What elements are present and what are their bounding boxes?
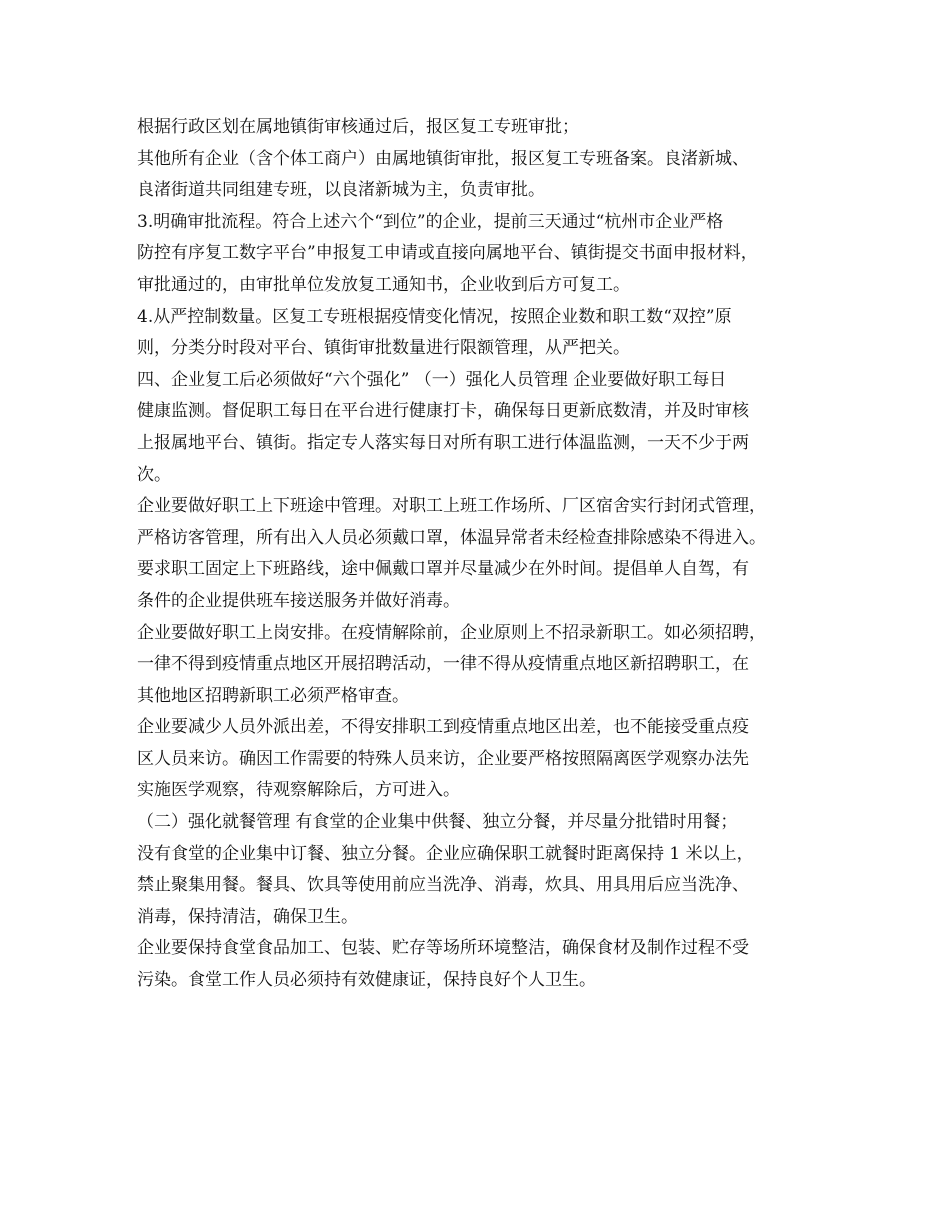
text-line: 企业要做好职工上下班途中管理。对职工上班工作场所、厂区宿舍实行封闭式管理，	[137, 496, 766, 517]
text-line: 3.明确审批流程。符合上述六个“到位”的企业，提前三天通过“杭州市企业严格	[137, 211, 724, 232]
text-line: 则，分类分时段对平台、镇街审批数量进行限额管理，从严把关。	[137, 338, 630, 359]
text-line: 区人员来访。确因工作需要的特殊人员来访，企业要严格按照隔离医学观察办法先	[137, 748, 749, 769]
text-line: 条件的企业提供班车接送服务并做好消毒。	[137, 590, 460, 611]
text-line: 企业要保持食堂食品加工、包装、贮存等场所环境整洁，确保食材及制作过程不受	[137, 938, 749, 959]
text-line: 良渚街道共同组建专班，以良渚新城为主，负责审批。	[137, 180, 545, 201]
text-line: 禁止聚集用餐。餐具、饮具等使用前应当洗净、消毒，炊具、用具用后应当洗净、	[137, 875, 749, 896]
text-line: 健康监测。督促职工每日在平台进行健康打卡，确保每日更新底数清，并及时审核	[137, 401, 749, 422]
text-line: （二）强化就餐管理 有食堂的企业集中供餐、独立分餐，并尽量分批错时用餐；	[137, 812, 738, 833]
text-line: 其他所有企业（含个体工商户）由属地镇街审批，报区复工专班备案。良渚新城、	[137, 148, 749, 169]
text-line: 防控有序复工数字平台”申报复工申请或直接向属地平台、镇街提交书面申报材料，	[137, 243, 758, 264]
text-line: 企业要做好职工上岗安排。在疫情解除前，企业原则上不招录新职工。如必须招聘，	[137, 622, 766, 643]
text-line: 严格访客管理，所有出入人员必须戴口罩，体温异常者未经检查排除感染不得进入。	[137, 527, 766, 548]
text-line: 实施医学观察，待观察解除后，方可进入。	[137, 780, 460, 801]
text-line: 消毒，保持清洁，确保卫生。	[137, 906, 358, 927]
text-line: 上报属地平台、镇街。指定专人落实每日对所有职工进行体温监测，一天不少于两	[137, 432, 749, 453]
text-line: 没有食堂的企业集中订餐、独立分餐。企业应确保职工就餐时距离保持 1 米以上，	[137, 843, 754, 864]
text-line: 要求职工固定上下班路线，途中佩戴口罩并尽量减少在外时间。提倡单人自驾，有	[137, 559, 749, 580]
text-line: 4.从严控制数量。区复工专班根据疫情变化情况，按照企业数和职工数“双控”原	[137, 306, 732, 327]
text-line: 四、企业复工后必须做好“六个强化” （一）强化人员管理 企业要做好职工每日	[137, 369, 727, 390]
text-line: 审批通过的，由审批单位发放复工通知书，企业收到后方可复工。	[137, 274, 630, 295]
text-line: 根据行政区划在属地镇街审核通过后，报区复工专班审批；	[137, 117, 579, 137]
text-line: 企业要减少人员外派出差，不得安排职工到疫情重点地区出差，也不能接受重点疫	[137, 717, 749, 738]
text-line: 一律不得到疫情重点地区开展招聘活动，一律不得从疫情重点地区新招聘职工，在	[137, 654, 749, 675]
text-line: 次。	[137, 464, 171, 485]
document-body	[137, 112, 827, 997]
text-line: 其他地区招聘新职工必须严格审查。	[137, 685, 409, 706]
text-line: 污染。食堂工作人员必须持有效健康证，保持良好个人卫生。	[137, 970, 596, 991]
